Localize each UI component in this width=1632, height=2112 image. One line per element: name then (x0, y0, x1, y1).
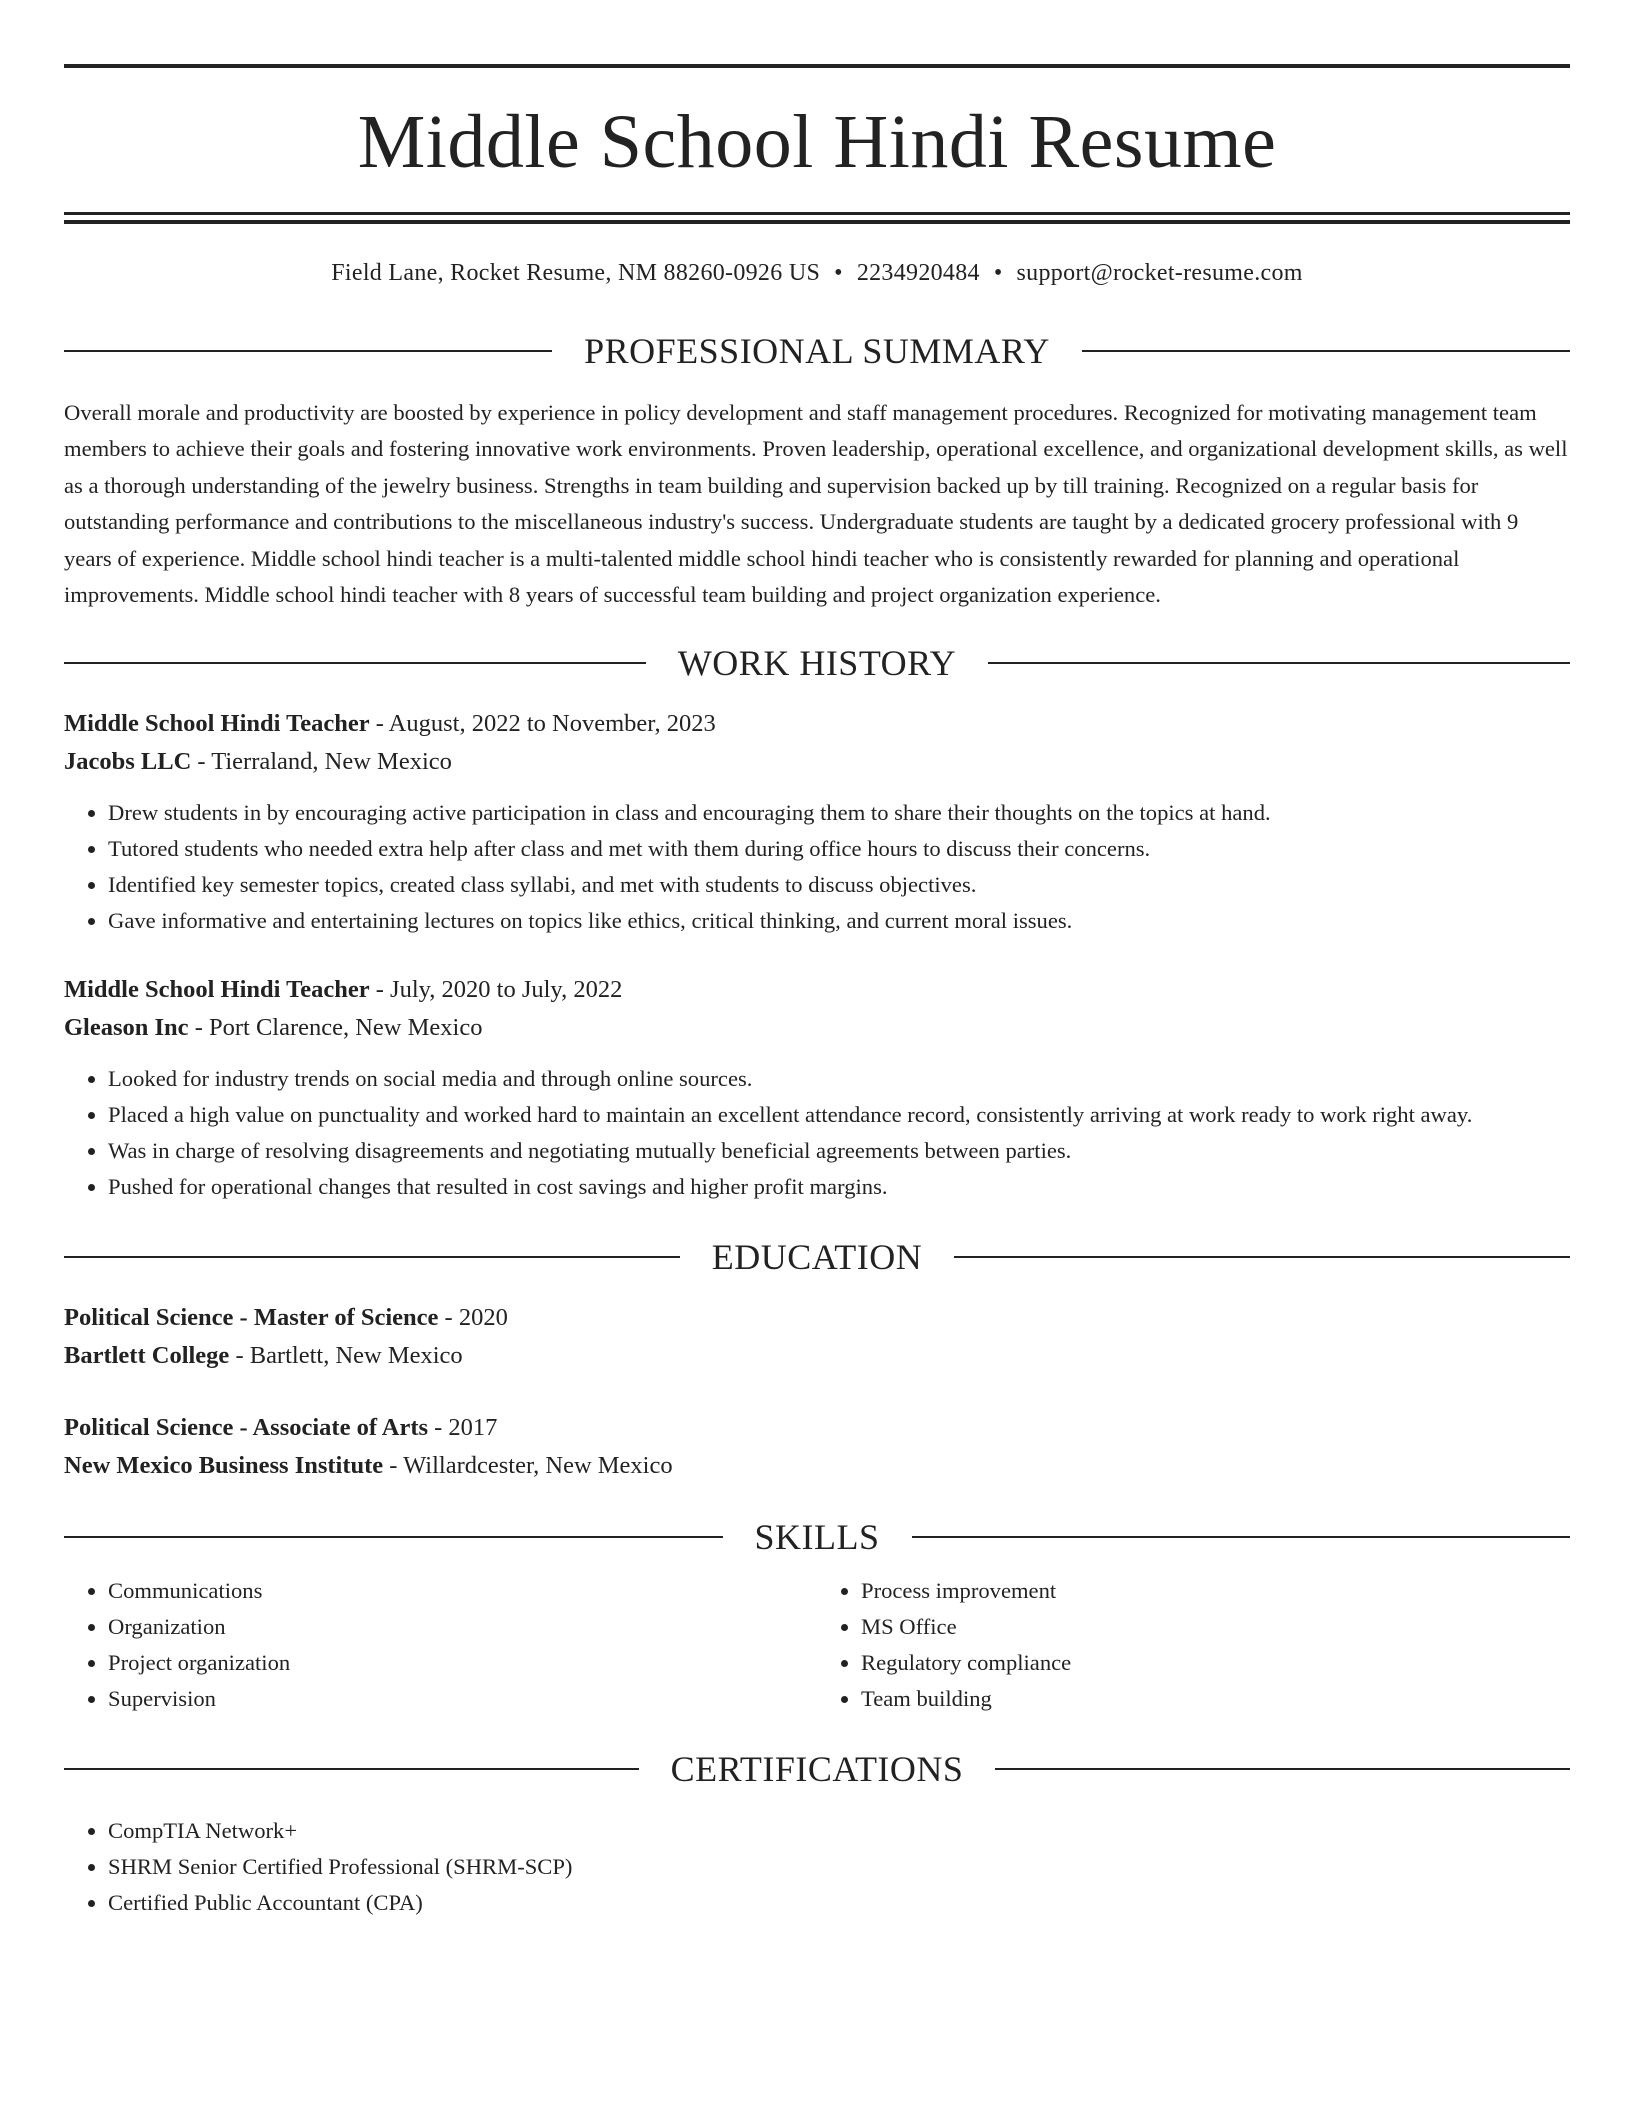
skills-heading: SKILLS (754, 1517, 880, 1558)
education-location: - Bartlett, New Mexico (229, 1342, 463, 1370)
skills-list-left (64, 1573, 817, 1717)
contact-separator: • (993, 260, 1003, 286)
list-item: • Organization (108, 1609, 817, 1645)
list-item: • Communications (108, 1573, 817, 1609)
summary-heading: PROFESSIONAL SUMMARY (584, 331, 1050, 371)
summary-text: Overall morale and productivity are boosted by experience in policy development and staff management procedures. Recognized for motivating management team members to achieve their goals and fostering innovative work environments. Proven leadership, operational excellence, and organizational development skills, as well as a thorough understanding of the jewelry business. Strengths in team building and supervision backed up by till training. Recognized on a regular basis for outstanding performance and contributions to the miscellaneous industry's success. Undergraduate students are taught by a dedicated grocery professional with 9 years of experience. Middle school hindi teacher is a multi-talented middle school hindi teacher who is consistently rewarded for planning and operational improvements. Middle school hindi teacher with 8 years of successful team building and project organization experience. (64, 400, 1568, 608)
education-section-header (64, 1237, 1570, 1278)
header-rule-left (64, 350, 552, 352)
job-company: Jacobs LLC (64, 748, 192, 776)
work-section-header (64, 643, 1570, 684)
job-location: - Tierraland, New Mexico (191, 748, 452, 776)
header-rule-left (64, 1536, 723, 1538)
job-entry (64, 971, 1570, 1205)
contact-address: Field Lane, Rocket Resume, NM 88260-0926 US (331, 260, 821, 286)
list-item: • Supervision (108, 1681, 817, 1717)
header-rule-left (64, 1256, 680, 1258)
education-location: - Willardcester, New Mexico (383, 1452, 673, 1480)
list-item: • Project organization (108, 1645, 817, 1681)
education-degree: Political Science - Master of Science (64, 1304, 439, 1332)
education-entry (64, 1409, 1570, 1485)
list-item: • Was in charge of resolving disagreements and negotiating mutually beneficial agreements between parties. (108, 1133, 1570, 1169)
list-item: • SHRM Senior Certified Professional (SHRM-SCP) (108, 1849, 1570, 1885)
job-company: Gleason Inc (64, 1014, 189, 1042)
education-year: - 2020 (438, 1304, 508, 1332)
certifications-list (64, 1813, 1570, 1921)
education-school: New Mexico Business Institute (64, 1452, 384, 1480)
contact-line (64, 260, 1570, 287)
contact-phone: 2234920484 (856, 260, 980, 286)
list-item: • Identified key semester topics, created class syllabi, and met with students to discuss objectives. (108, 867, 1570, 903)
contact-email: support@rocket-resume.com (1016, 260, 1303, 286)
list-item: • Looked for industry trends on social media and through online sources. (108, 1061, 1570, 1097)
skills-list-right (817, 1573, 1570, 1717)
summary-section-header (64, 333, 1570, 369)
skills-grid (64, 1573, 1570, 1717)
header-rule-left (64, 1768, 639, 1770)
list-item: • CompTIA Network+ (108, 1813, 1570, 1849)
header-rule-right (912, 1536, 1571, 1538)
job-title-line (64, 971, 1570, 1009)
job-dates: - August, 2022 to November, 2023 (369, 710, 716, 738)
education-degree-line (64, 1299, 1570, 1337)
job-title: Middle School Hindi Teacher (64, 710, 370, 738)
list-item: • Process improvement (861, 1573, 1570, 1609)
resume-title: Middle School Hindi Resume (357, 100, 1277, 184)
certifications-section-header (64, 1749, 1570, 1790)
certifications-heading: CERTIFICATIONS (670, 1749, 964, 1790)
education-school: Bartlett College (64, 1342, 230, 1370)
list-item: • MS Office (861, 1609, 1570, 1645)
job-dates: - July, 2020 to July, 2022 (369, 976, 623, 1004)
education-school-line (64, 1337, 1570, 1375)
contact-separator: • (834, 260, 843, 286)
education-school-line (64, 1447, 1570, 1485)
list-item: • Certified Public Accountant (CPA) (108, 1885, 1570, 1921)
education-degree-line (64, 1409, 1570, 1447)
list-item: • Drew students in by encouraging active participation in class and encouraging them to share their thoughts on the topics at hand. (108, 795, 1570, 831)
job-bullets (64, 795, 1570, 939)
header-rule-right (995, 1768, 1570, 1770)
education-year: - 2017 (428, 1414, 498, 1442)
skills-section-header (64, 1517, 1570, 1558)
list-item: • Regulatory compliance (861, 1645, 1570, 1681)
title-double-rule (64, 212, 1570, 224)
job-company-line (64, 1009, 1570, 1047)
list-item: • Pushed for operational changes that resulted in cost savings and higher profit margins. (108, 1169, 1570, 1205)
education-heading: EDUCATION (711, 1237, 923, 1278)
education-entry (64, 1299, 1570, 1375)
header-rule-right (1082, 350, 1570, 352)
job-company-line (64, 743, 1570, 781)
list-item: • Team building (861, 1681, 1570, 1717)
list-item: • Gave informative and entertaining lectures on topics like ethics, critical thinking, and current moral issues. (108, 903, 1570, 939)
list-item: • Placed a high value on punctuality and worked hard to maintain an excellent attendance record, consistently arriving at work ready to work right away. (108, 1097, 1570, 1133)
header-rule-left (64, 662, 646, 664)
job-entry (64, 705, 1570, 939)
job-location: - Port Clarence, New Mexico (188, 1014, 483, 1042)
job-title-line (64, 705, 1570, 743)
job-title: Middle School Hindi Teacher (64, 976, 370, 1004)
header-rule-right (988, 662, 1570, 664)
education-degree: Political Science - Associate of Arts (64, 1414, 429, 1442)
resume-page (64, 64, 1570, 1921)
header-rule-right (954, 1256, 1570, 1258)
top-rule (64, 64, 1570, 68)
list-item: • Tutored students who needed extra help after class and met with them during office hours to discuss their concerns. (108, 831, 1570, 867)
work-heading: WORK HISTORY (677, 643, 957, 684)
job-bullets (64, 1061, 1570, 1205)
